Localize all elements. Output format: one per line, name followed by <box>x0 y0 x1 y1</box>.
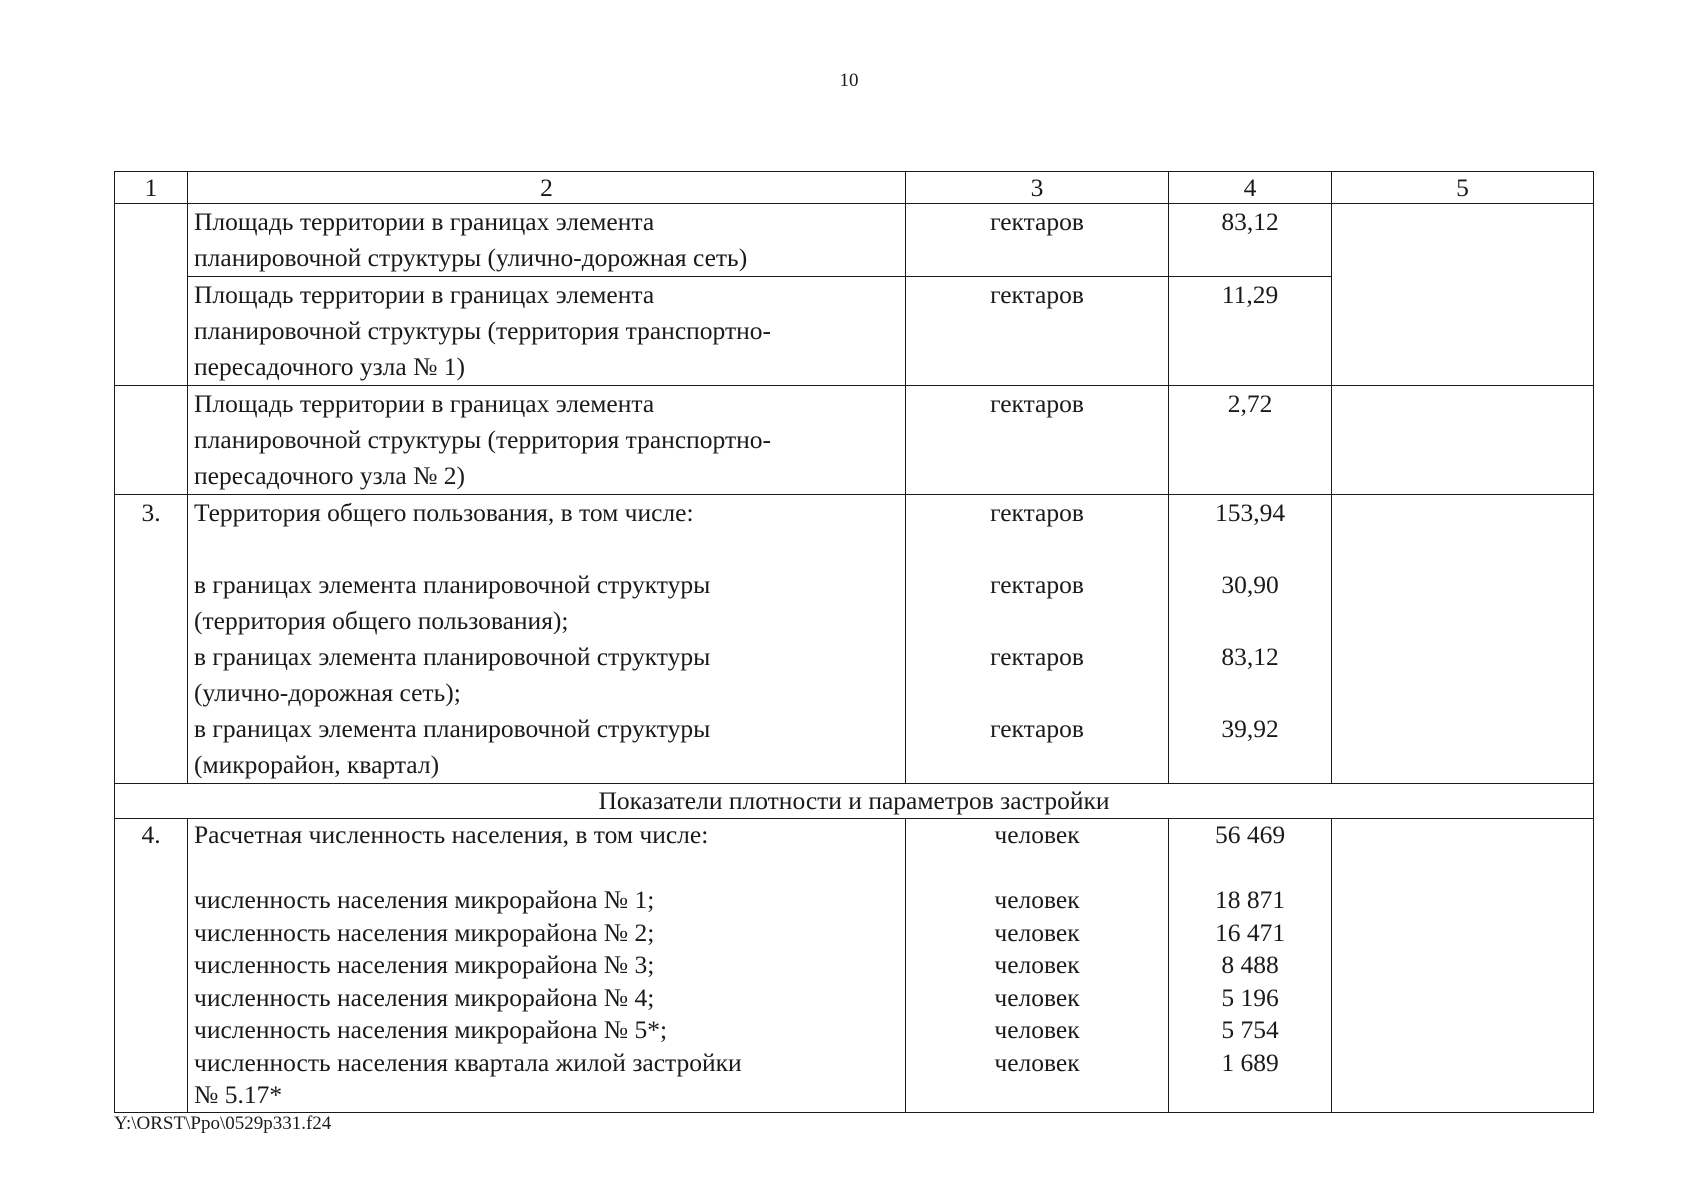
indicator-item-line: в границах элемента планировочной структуры <box>194 714 711 743</box>
indicator-item-line: (улично-дорожная сеть); <box>194 678 461 707</box>
table-row <box>115 819 1594 1113</box>
unit-cell <box>906 819 1169 1113</box>
number-cell: 3. <box>115 495 188 784</box>
section-title: Показатели плотности и параметров застройки <box>115 784 1594 819</box>
number-cell: 4. <box>115 819 188 1113</box>
unit-text: гектаров <box>990 498 1084 527</box>
section-row <box>115 784 1594 819</box>
value-cell: 11,29 <box>1169 277 1332 386</box>
value-text: 1 689 <box>1221 1047 1279 1077</box>
indicator-name-line: Площадь территории в границах элемента <box>194 389 655 418</box>
indicator-name-line: планировочной структуры (территория транспортно- <box>194 316 771 345</box>
indicator-name-line: Площадь территории в границах элемента <box>194 207 655 236</box>
note-cell <box>1332 819 1594 1113</box>
unit-text: человек <box>994 917 1080 947</box>
number-cell <box>115 204 188 386</box>
indicator-name <box>188 495 906 784</box>
header-cell-3: 3 <box>906 172 1169 204</box>
unit-cell: гектаров <box>906 386 1169 495</box>
indicator-name <box>188 204 906 277</box>
indicator-item-line: численность населения квартала жилой застройки <box>194 1047 742 1077</box>
indicator-item-line: № 5.17* <box>194 1080 283 1109</box>
unit-cell: гектаров <box>906 277 1169 386</box>
value-text: 16 471 <box>1214 917 1286 947</box>
unit-text: человек <box>994 820 1080 849</box>
page-number: 10 <box>839 70 859 91</box>
indicator-name <box>188 386 906 495</box>
value-text: 56 469 <box>1214 820 1286 849</box>
unit-cell: гектаров <box>906 204 1169 277</box>
number-cell <box>115 386 188 495</box>
table-row <box>115 204 1594 277</box>
indicator-item-line: в границах элемента планировочной структуры <box>194 642 711 671</box>
value-cell: 83,12 <box>1169 204 1332 277</box>
indicator-title: Расчетная численность населения, в том числе: <box>194 820 709 849</box>
indicator-item-line: численность населения микрорайона № 4; <box>194 982 655 1012</box>
header-cell-1: 1 <box>115 172 188 204</box>
value-text: 39,92 <box>1221 714 1279 743</box>
value-text: 5 196 <box>1221 982 1279 1012</box>
indicator-name-line: пересадочного узла № 1) <box>194 352 466 381</box>
indicator-name <box>188 819 906 1113</box>
indicator-title: Территория общего пользования, в том числе: <box>194 498 694 527</box>
indicator-item-line: численность населения микрорайона № 2; <box>194 917 655 947</box>
unit-text: человек <box>994 982 1080 1012</box>
header-cell-4: 4 <box>1169 172 1332 204</box>
value-cell <box>1169 819 1332 1113</box>
header-cell-5: 5 <box>1332 172 1594 204</box>
value-text: 153,94 <box>1214 498 1286 527</box>
indicator-item-line: численность населения микрорайона № 5*; <box>194 1015 668 1044</box>
value-cell: 2,72 <box>1169 386 1332 495</box>
unit-text: человек <box>994 950 1080 979</box>
table-row <box>115 495 1594 784</box>
indicator-item-line: численность населения микрорайона № 1; <box>194 885 655 914</box>
footer-file-path: Y:\ORST\Ppo\0529p331.f24 <box>114 1113 332 1134</box>
unit-cell <box>906 495 1169 784</box>
header-cell-2: 2 <box>188 172 906 204</box>
note-cell <box>1332 495 1594 784</box>
unit-text: человек <box>994 885 1080 914</box>
value-text: 30,90 <box>1221 570 1279 599</box>
table-row <box>115 386 1594 495</box>
indicator-item-line: численность населения микрорайона № 3; <box>194 950 655 979</box>
value-text: 5 754 <box>1221 1015 1279 1044</box>
indicator-name <box>188 277 906 386</box>
value-text: 83,12 <box>1221 642 1279 671</box>
indicator-name-line: Площадь территории в границах элемента <box>194 280 655 309</box>
indicator-item-line: в границах элемента планировочной структуры <box>194 570 711 599</box>
header-row <box>115 172 1594 204</box>
indicators-table <box>114 171 1594 1113</box>
unit-text: человек <box>994 1047 1080 1077</box>
indicator-item-line: (территория общего пользования); <box>194 606 569 635</box>
unit-text: гектаров <box>990 642 1084 671</box>
unit-text: гектаров <box>990 714 1084 743</box>
value-text: 8 488 <box>1221 950 1279 979</box>
unit-text: человек <box>994 1015 1080 1044</box>
value-cell <box>1169 495 1332 784</box>
indicator-name-line: планировочной структуры (улично-дорожная сеть) <box>194 243 748 272</box>
indicator-name-line: планировочной структуры (территория транспортно- <box>194 425 771 454</box>
note-cell <box>1332 386 1594 495</box>
value-text: 18 871 <box>1214 885 1286 914</box>
indicator-name-line: пересадочного узла № 2) <box>194 461 466 490</box>
note-cell <box>1332 204 1594 386</box>
indicator-item-line: (микрорайон, квартал) <box>194 750 440 779</box>
unit-text: гектаров <box>990 570 1084 599</box>
